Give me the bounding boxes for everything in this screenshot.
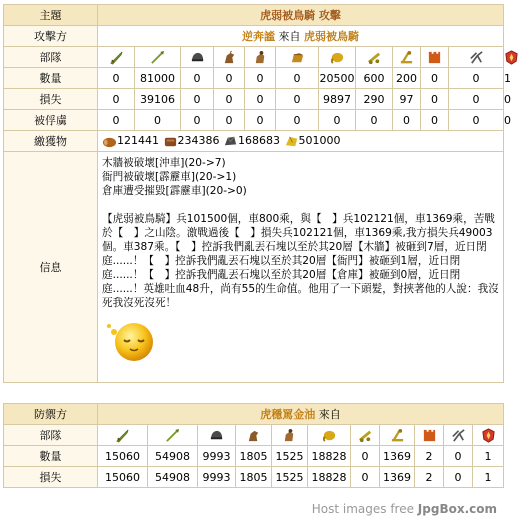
quantity-cell: 1805 bbox=[236, 446, 272, 467]
elephant-icon bbox=[322, 428, 337, 443]
troops-label: 部隊 bbox=[4, 47, 98, 68]
loot-item-clay bbox=[163, 134, 220, 147]
loss-cell: 1525 bbox=[272, 467, 308, 488]
catapult-icon bbox=[390, 428, 405, 443]
info-line: 衙門被破壞[霹靂車](20->1) bbox=[102, 171, 237, 183]
quantity-cell: 81000 bbox=[135, 68, 181, 89]
loot-value: 121441 bbox=[117, 134, 159, 147]
loot-item-iron bbox=[223, 134, 280, 147]
quantity-cell: 0 bbox=[214, 68, 245, 89]
ram-icon bbox=[367, 50, 382, 65]
loss-cell: 54908 bbox=[148, 467, 198, 488]
captured-cell: 0 bbox=[393, 110, 421, 131]
cavalry-icon bbox=[290, 50, 305, 65]
quantity-label: 數量 bbox=[4, 446, 98, 467]
losses-label: 損失 bbox=[4, 467, 98, 488]
attack-report-table bbox=[3, 4, 512, 383]
catapult-icon bbox=[399, 50, 414, 65]
loot-label: 繳獲物 bbox=[4, 131, 98, 152]
loot-value: 501000 bbox=[298, 134, 341, 147]
loss-cell: 0 bbox=[245, 89, 276, 110]
loss-cell: 15060 bbox=[98, 467, 148, 488]
grain-icon bbox=[284, 134, 299, 149]
defend-losses-row bbox=[4, 467, 504, 488]
captured-cell: 0 bbox=[214, 110, 245, 131]
loss-cell: 2 bbox=[415, 467, 444, 488]
quantity-cell: 15060 bbox=[98, 446, 148, 467]
quantity-cell: 1525 bbox=[272, 446, 308, 467]
attacker-player-link[interactable]: 逆奔謐 bbox=[242, 30, 276, 43]
attack-losses-row: 損失 0 39106 0 0 0 0 9897 290 97 0 0 0 bbox=[4, 89, 504, 110]
sword-icon bbox=[115, 428, 130, 443]
info-label: 信息 bbox=[4, 152, 98, 383]
trebuchet-icon bbox=[451, 428, 466, 443]
quantity-cell: 0 bbox=[449, 68, 504, 89]
captured-cell: 0 bbox=[98, 110, 135, 131]
attacker-side-label: 攻擊方 bbox=[4, 26, 98, 47]
defend-troop-icons-row bbox=[4, 425, 504, 446]
defend-report-table bbox=[3, 403, 504, 488]
loss-cell: 0 bbox=[449, 89, 504, 110]
defend-quantity-row bbox=[4, 446, 504, 467]
loss-cell: 0 bbox=[351, 467, 380, 488]
smiley-emoticon-icon bbox=[102, 316, 160, 364]
from-text: 來自 bbox=[315, 408, 341, 421]
loss-cell: 0 bbox=[444, 467, 473, 488]
loss-cell: 39106 bbox=[135, 89, 181, 110]
info-line: 木牆被破壞[沖車](20->7) bbox=[102, 157, 226, 169]
horse-icon bbox=[246, 428, 261, 443]
spear-icon bbox=[150, 50, 165, 65]
watermark bbox=[312, 502, 497, 516]
quantity-cell: 0 bbox=[351, 446, 380, 467]
quantity-cell: 20500 bbox=[319, 68, 356, 89]
captured-cell: 0 bbox=[276, 110, 319, 131]
sword-icon bbox=[109, 50, 124, 65]
defender-player-link[interactable]: 虎穩罵金油 bbox=[260, 408, 316, 421]
quantity-cell: 0 bbox=[181, 68, 214, 89]
loss-cell: 9897 bbox=[319, 89, 356, 110]
attack-troop-icons-row bbox=[4, 47, 504, 68]
watermark-site-link[interactable]: JpgBox.com bbox=[417, 502, 497, 516]
attack-captured-row: 被俘虜 0 0 0 0 0 0 0 0 0 0 0 0 bbox=[4, 110, 504, 131]
captured-cell: 0 bbox=[245, 110, 276, 131]
quantity-cell: 0 bbox=[276, 68, 319, 89]
loss-cell: 0 bbox=[181, 89, 214, 110]
wall-icon bbox=[422, 428, 437, 443]
quantity-cell: 1 bbox=[473, 446, 504, 467]
horse-icon bbox=[222, 50, 237, 65]
quantity-cell: 600 bbox=[356, 68, 393, 89]
quantity-label: 數量 bbox=[4, 68, 98, 89]
horse-rider-icon bbox=[282, 428, 297, 443]
losses-label: 損失 bbox=[4, 89, 98, 110]
iron-icon bbox=[223, 134, 238, 149]
spear-icon bbox=[165, 428, 180, 443]
loot-item-grain bbox=[284, 134, 341, 147]
loss-cell: 290 bbox=[356, 89, 393, 110]
ram-icon bbox=[358, 428, 373, 443]
clay-icon bbox=[163, 134, 178, 149]
battle-info bbox=[98, 152, 504, 383]
defender-info bbox=[98, 404, 504, 425]
loot-list bbox=[98, 131, 504, 152]
loot-item-wood bbox=[102, 134, 159, 147]
quantity-cell: 0 bbox=[444, 446, 473, 467]
quantity-cell: 1369 bbox=[380, 446, 415, 467]
defender-header-row bbox=[4, 404, 504, 425]
loss-cell: 9993 bbox=[198, 467, 236, 488]
loss-cell: 18828 bbox=[308, 467, 351, 488]
captured-label: 被俘虜 bbox=[4, 110, 98, 131]
loss-cell: 0 bbox=[276, 89, 319, 110]
wall-icon bbox=[427, 50, 442, 65]
quantity-cell: 0 bbox=[245, 68, 276, 89]
elephant-icon bbox=[330, 50, 345, 65]
loss-cell: 1805 bbox=[236, 467, 272, 488]
captured-cell: 0 bbox=[421, 110, 449, 131]
attacker-info bbox=[98, 26, 504, 47]
captured-cell: 0 bbox=[356, 110, 393, 131]
loot-row bbox=[4, 131, 504, 152]
loss-cell: 0 bbox=[421, 89, 449, 110]
troops-label: 部隊 bbox=[4, 425, 98, 446]
info-line: 倉庫遭受摧毀[霹靂車](20->0) bbox=[102, 185, 247, 197]
report-title: 虎弱被鳥騎 攻擊 bbox=[98, 5, 504, 26]
loss-cell: 0 bbox=[98, 89, 135, 110]
loot-value: 234386 bbox=[177, 134, 220, 147]
wood-icon bbox=[102, 134, 117, 149]
header-row bbox=[4, 5, 504, 26]
quantity-cell: 200 bbox=[393, 68, 421, 89]
quantity-cell: 54908 bbox=[148, 446, 198, 467]
quantity-cell: 2 bbox=[415, 446, 444, 467]
quantity-cell: 0 bbox=[98, 68, 135, 89]
hero-icon bbox=[504, 50, 519, 65]
horse-rider-icon bbox=[253, 50, 268, 65]
hero-icon bbox=[481, 428, 496, 443]
captured-cell: 0 bbox=[135, 110, 181, 131]
attacker-row bbox=[4, 26, 504, 47]
attack-quantity-row: 數量 0 81000 0 0 0 0 20500 600 200 0 0 1 bbox=[4, 68, 504, 89]
loss-cell: 97 bbox=[393, 89, 421, 110]
captured-cell: 0 bbox=[181, 110, 214, 131]
captured-cell: 0 bbox=[319, 110, 356, 131]
defender-side-label: 防禦方 bbox=[4, 404, 98, 425]
loss-cell: 0 bbox=[214, 89, 245, 110]
loss-cell: 1369 bbox=[380, 467, 415, 488]
attacker-city-link[interactable]: 虎弱被鳥騎 bbox=[304, 30, 360, 43]
watermark-prefix: Host images free bbox=[311, 502, 418, 516]
battle-narrative: 【虎弱被鳥騎】兵101500個，車800乘，與【 】兵102121個，車1369乘，苦戰於【 】之山陰。激戰過後【 】損失兵102121個，車1369乘,我方損失兵49003個。車387乘。【 】控訴我們亂丟石塊以至於其20層【木牆】被砸到7層，近日閉庭......！【 】控訴我們亂丟石塊以至於其20層【衙門】被砸到1層，近日閉庭......！【 】控訴我們亂丟石塊以至於其20層【倉庫】被砸到0層，近日閉庭......！英雄吐血48升，尚有55的生命值。他用了一下頭髮，對挾著他的人說：我沒死我沒死沒死！ bbox=[102, 213, 499, 309]
trebuchet-icon bbox=[469, 50, 484, 65]
loot-value: 168683 bbox=[238, 134, 280, 147]
quantity-cell: 0 bbox=[421, 68, 449, 89]
loss-cell: 1 bbox=[473, 467, 504, 488]
from-text: 來自 bbox=[275, 30, 305, 43]
captured-cell: 0 bbox=[449, 110, 504, 131]
quantity-cell: 18828 bbox=[308, 446, 351, 467]
info-row bbox=[4, 152, 504, 383]
helmet-icon bbox=[190, 50, 205, 65]
quantity-cell: 9993 bbox=[198, 446, 236, 467]
header-label: 主題 bbox=[4, 5, 98, 26]
helmet-icon bbox=[209, 428, 224, 443]
